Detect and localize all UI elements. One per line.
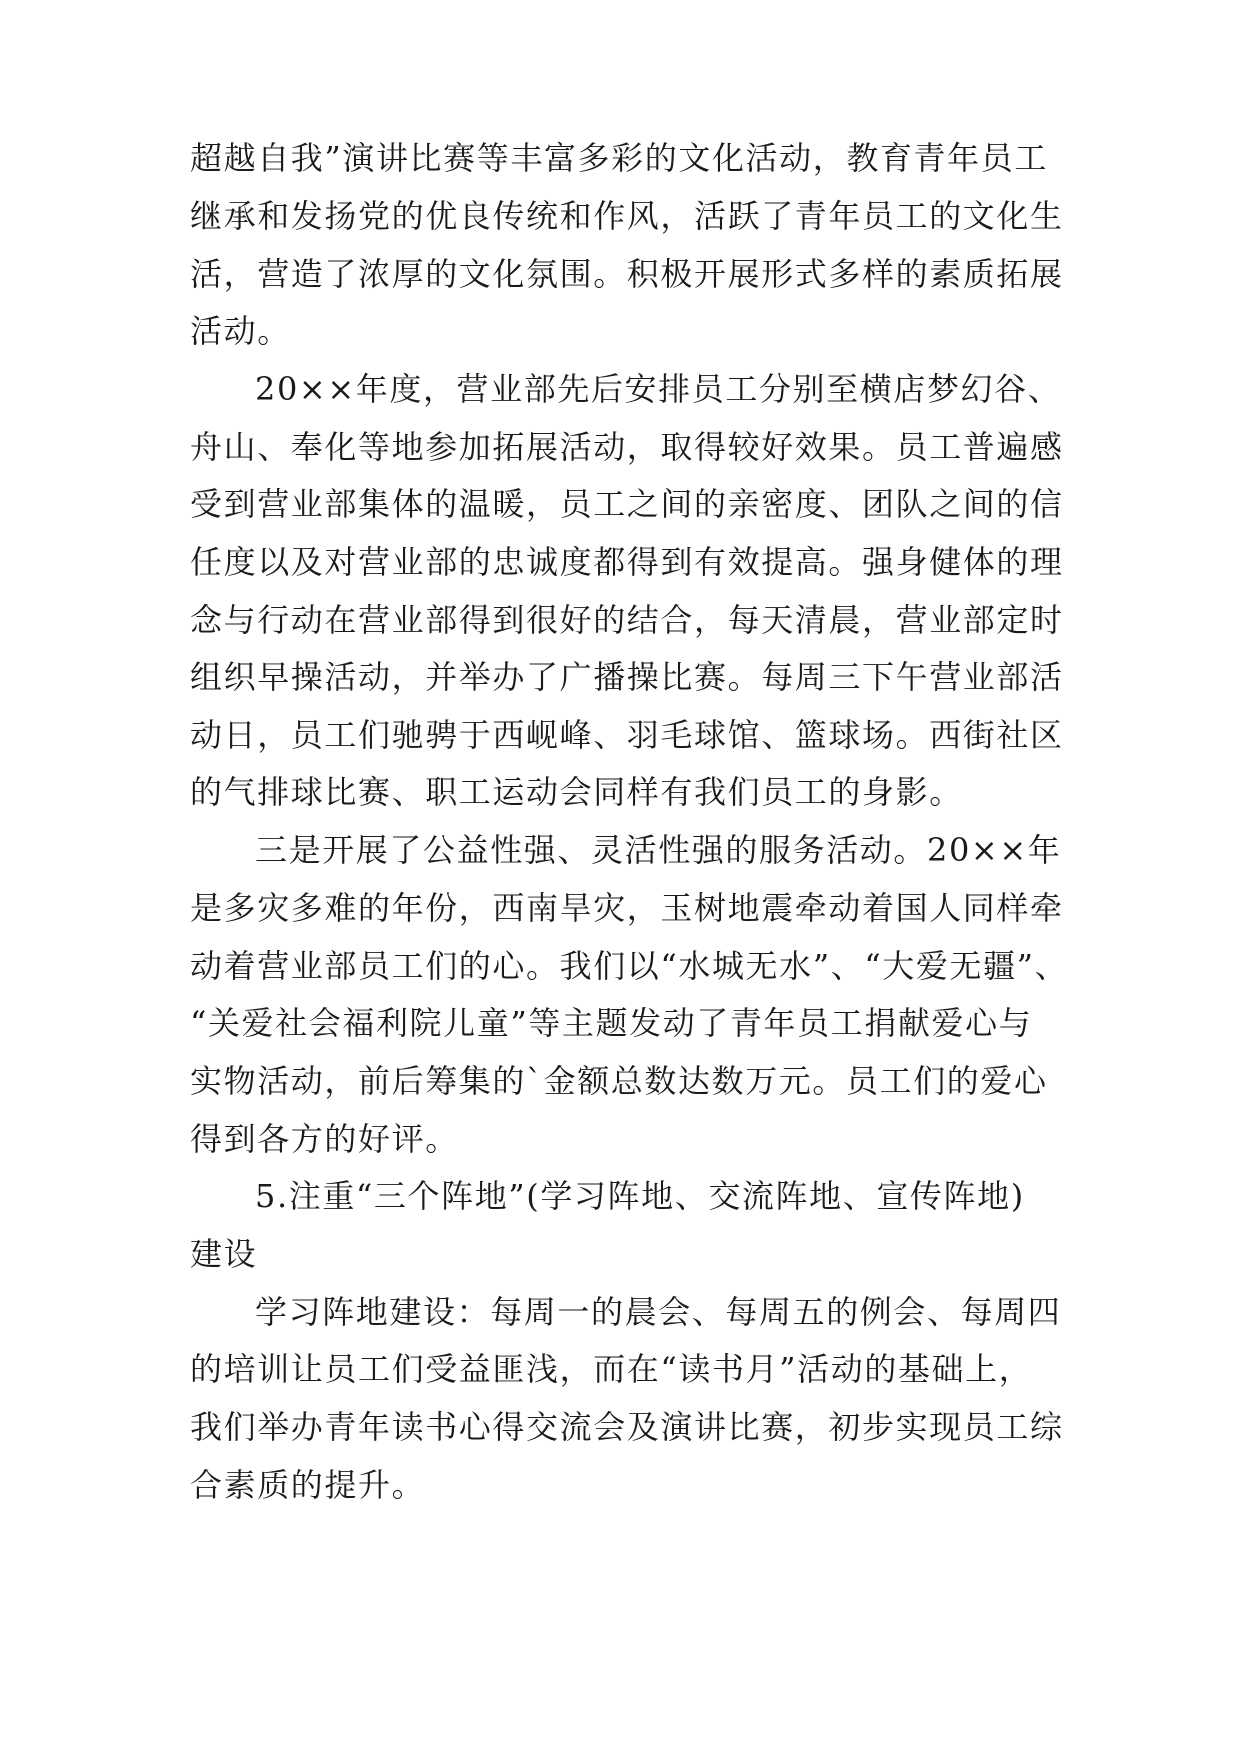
text-line: 超越自我”演讲比赛等丰富多彩的文化活动，教育青年员工 <box>190 139 1048 177</box>
text-line: 实物活动，前后筹集的`金额总数达数万元。员工们的爱心 <box>190 1062 1048 1100</box>
text-line: 活，营造了浓厚的文化氛围。积极开展形式多样的素质拓展 <box>190 255 1064 293</box>
text-line: 5.注重“三个阵地”(学习阵地、交流阵地、宣传阵地) <box>255 1177 1025 1215</box>
text-line: 20××年度，营业部先后安排员工分别至横店梦幻谷、 <box>255 370 1062 408</box>
text-line: 得到各方的好评。 <box>190 1120 459 1158</box>
text-line: 建设 <box>190 1235 258 1273</box>
text-line: 三是开展了公益性强、灵活性强的服务活动。20××年 <box>255 831 1062 869</box>
text-line: 的培训让员工们受益匪浅，而在“读书月”活动的基础上， <box>190 1350 1033 1388</box>
text-line: 的气排球比赛、职工运动会同样有我们员工的身影。 <box>190 773 963 811</box>
text-line: 念与行动在营业部得到很好的结合，每天清晨，营业部定时 <box>190 601 1064 639</box>
text-line: 我们举办青年读书心得交流会及演讲比赛，初步实现员工综 <box>190 1408 1064 1446</box>
text-line: 舟山、奉化等地参加拓展活动，取得较好效果。员工普遍感 <box>190 428 1064 466</box>
text-line: 动日，员工们驰骋于西岘峰、羽毛球馆、篮球场。西街社区 <box>190 716 1064 754</box>
text-line: 是多灾多难的年份，西南旱灾，玉树地震牵动着国人同样牵 <box>190 889 1064 927</box>
text-line: 受到营业部集体的温暖，员工之间的亲密度、团队之间的信 <box>190 485 1064 523</box>
text-line: 继承和发扬党的优良传统和作风，活跃了青年员工的文化生 <box>190 197 1064 235</box>
text-line: “关爱社会福利院儿童”等主题发动了青年员工捐献爱心与 <box>190 1004 1033 1042</box>
text-line: 学习阵地建设：每周一的晨会、每周五的例会、每周四 <box>255 1293 1062 1331</box>
text-line: 任度以及对营业部的忠诚度都得到有效提高。强身健体的理 <box>190 543 1064 581</box>
text-line: 活动。 <box>190 312 291 350</box>
text-line: 合素质的提升。 <box>190 1466 426 1504</box>
text-line: 组织早操活动，并举办了广播操比赛。每周三下午营业部活 <box>190 658 1064 696</box>
text-line: 动着营业部员工们的心。我们以“水城无水”、“大爱无疆”、 <box>190 947 1069 985</box>
